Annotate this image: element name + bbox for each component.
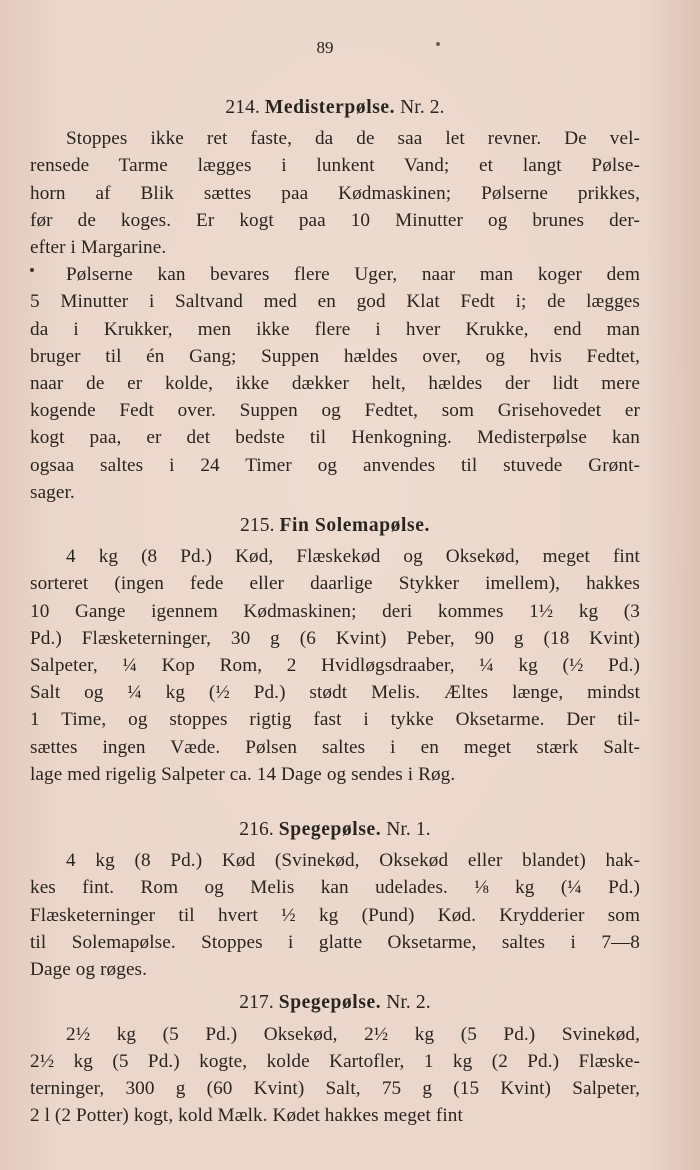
recipe-paragraph: [30, 261, 640, 506]
text-line: ogsaa saltes i 24 Timer og anvendes til stuvede Grønt-: [30, 454, 640, 476]
text-line: 4 kg (8 Pd.) Kød, Flæskekød og Oksekød, meget fint: [66, 546, 640, 568]
recipe-subtitle: Nr. 1.: [386, 819, 431, 841]
recipe-title: Medisterpølse.: [264, 97, 396, 118]
recipe-number: 214.: [225, 97, 265, 118]
text-line: kogt paa, er det bedste til Henkogning. Medisterpølse kan: [30, 427, 640, 449]
text-line: 2½ kg (5 Pd.) Oksekød, 2½ kg (5 Pd.) Svinekød,: [66, 1023, 640, 1045]
text-line: da i Krukker, men ikke flere i hver Krukke, end man: [30, 318, 640, 340]
text-line: Pølserne kan bevares flere Uger, naar man koger dem: [66, 264, 640, 286]
text-line: 4 kg (8 Pd.) Kød (Svinekød, Oksekød eller blandet) hak-: [66, 850, 640, 872]
recipe-title: Spegepølse.: [278, 819, 382, 841]
text-line: sager.: [30, 481, 75, 503]
text-line: kogende Fedt over. Suppen og Fedtet, som Grisehovedet er: [30, 400, 640, 422]
recipe-number: 215.: [240, 515, 280, 537]
text-line: Stoppes ikke ret faste, da de saa let revner. De vel-: [66, 128, 640, 150]
text-line: Pd.) Flæsketerninger, 30 g (6 Kvint) Peber, 90 g (18 Kvint): [30, 627, 640, 649]
recipe-subtitle: Nr. 2.: [386, 992, 431, 1014]
recipe-heading: [30, 816, 640, 843]
recipe-paragraph: [30, 125, 640, 261]
recipe-heading: [30, 94, 640, 121]
page-body: [30, 88, 640, 1129]
text-line: terninger, 300 g (60 Kvint) Salt, 75 g (15 Kvint) Salpeter,: [30, 1077, 640, 1099]
text-line: Salpeter, ¼ Kop Rom, 2 Hvidløgsdraaber, ¼ kg (½ Pd.): [30, 655, 640, 677]
recipe-paragraph: [30, 543, 640, 788]
text-line: rensede Tarme lægges i lunkent Vand; et langt Pølse-: [30, 155, 640, 177]
text-line: Flæsketerninger til hvert ½ kg (Pund) Kød. Krydderier som: [30, 904, 640, 926]
text-line: 10 Gange igennem Kødmaskinen; deri kommes 1½ kg (3: [30, 600, 640, 622]
text-line: sorteret (ingen fede eller daarlige Stykker imellem), hakkes: [30, 573, 640, 595]
text-line: før de koges. Er kogt paa 10 Minutter og brunes der-: [30, 209, 640, 231]
text-line: naar de er kolde, ikke dækker helt, hældes der lidt mere: [30, 373, 640, 395]
recipe-number: 216.: [239, 819, 279, 841]
section-gap: [30, 788, 640, 810]
page-number: 89: [316, 38, 334, 57]
recipe-number: 217.: [239, 992, 279, 1014]
text-line: 1 Time, og stoppes rigtig fast i tykke Oksetarme. Der til-: [30, 709, 640, 731]
text-line: efter i Margarine.: [30, 237, 167, 259]
recipe-heading: [30, 989, 640, 1016]
text-line: Salt og ¼ kg (½ Pd.) stødt Melis. Æltes længe, mindst: [30, 682, 640, 704]
recipe-subtitle: Nr. 2.: [400, 97, 445, 118]
recipe-paragraph: [30, 1021, 640, 1130]
recipe-paragraph: [30, 847, 640, 983]
text-line: lage med rigelig Salpeter ca. 14 Dage og sendes i Røg.: [30, 763, 456, 785]
text-line: Dage og røges.: [30, 959, 148, 981]
text-line: kes fint. Rom og Melis kan udelades. ⅛ kg (¼ Pd.): [30, 877, 640, 899]
recipe-title: Spegepølse.: [278, 992, 382, 1014]
text-line: horn af Blik sættes paa Kødmaskinen; Pølserne prikkes,: [30, 182, 640, 204]
text-line: til Solemapølse. Stoppes i glatte Oksetarme, saltes i 7—8: [30, 931, 640, 953]
paper-speck: [436, 42, 440, 46]
text-line: 5 Minutter i Saltvand med en god Klat Fedt i; de lægges: [30, 291, 640, 313]
recipe-title: Fin Solemapølse.: [279, 515, 430, 537]
text-line: sættes ingen Væde. Pølsen saltes i en meget stærk Salt-: [30, 736, 640, 758]
recipe-heading: [30, 512, 640, 539]
text-line: 2 l (2 Potter) kogt, kold Mælk. Kødet hakkes meget fint: [30, 1105, 463, 1127]
text-line: bruger til én Gang; Suppen hældes over, og hvis Fedtet,: [30, 345, 640, 367]
text-line: 2½ kg (5 Pd.) kogte, kolde Kartofler, 1 kg (2 Pd.) Flæske-: [30, 1050, 640, 1072]
